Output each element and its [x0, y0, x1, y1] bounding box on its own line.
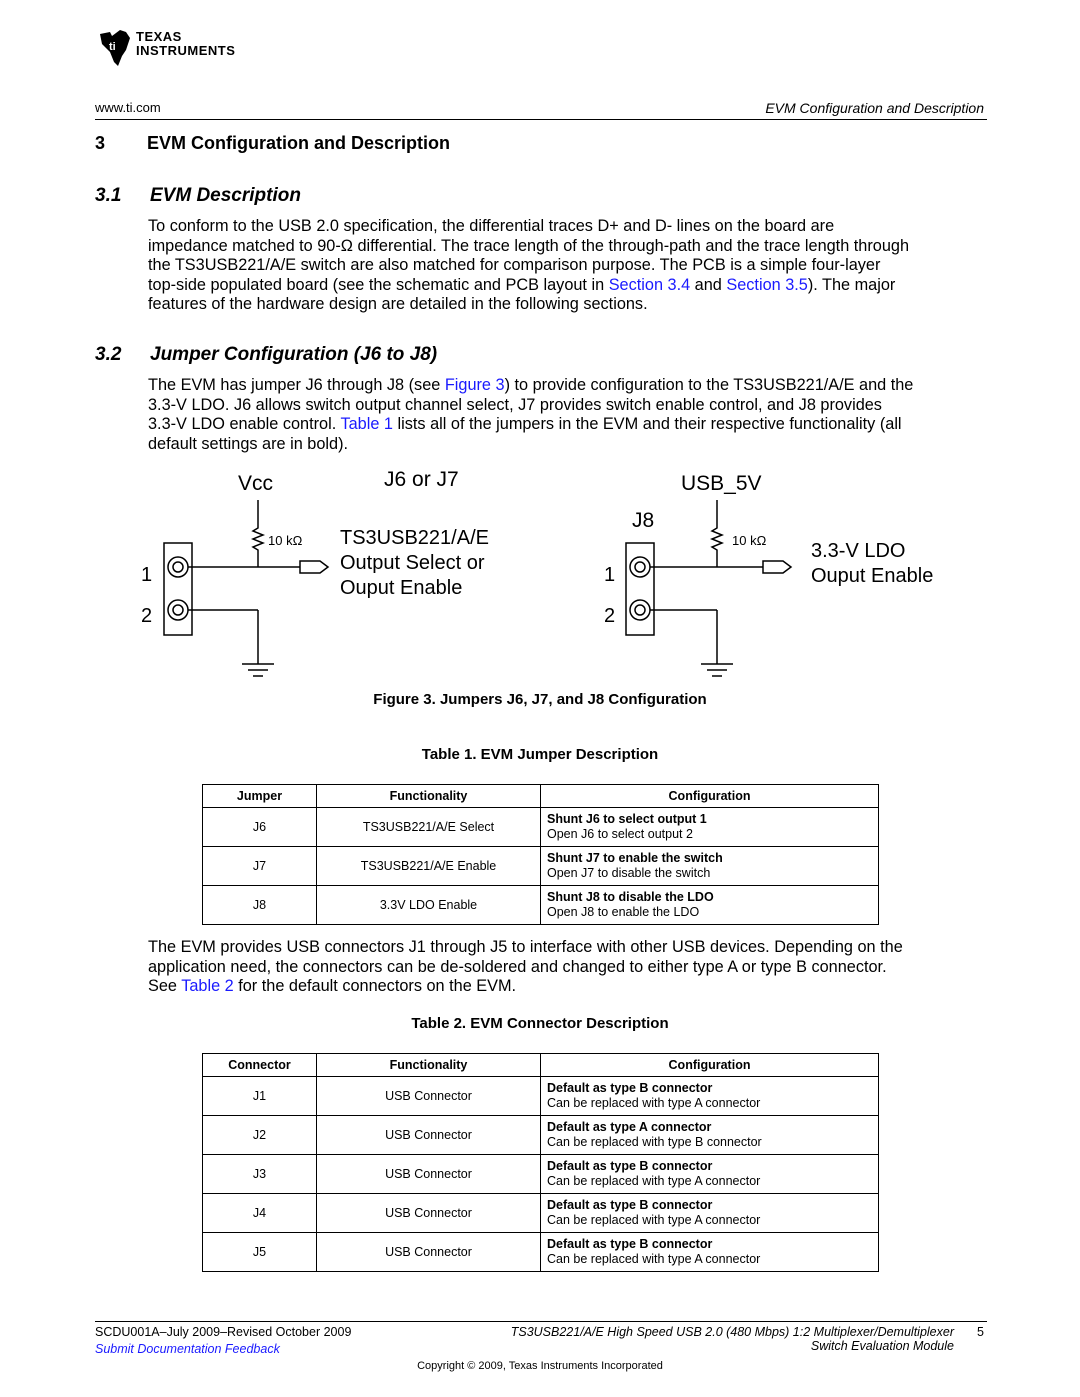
functionality-cell: TS3USB221/A/E Enable	[317, 847, 541, 886]
table-1-caption: Table 1. EVM Jumper Description	[421, 746, 659, 763]
configuration-cell: Shunt J6 to select output 1 Open J6 to select output 2	[541, 808, 879, 847]
configuration-cell: Shunt J8 to disable the LDO Open J8 to enable the LDO	[541, 886, 879, 925]
left-target-line2: Output Select or	[340, 552, 485, 574]
right-target-line1: 3.3-V LDO	[811, 540, 906, 562]
left-pin2-label: 2	[141, 605, 153, 627]
jumper-table	[202, 784, 879, 925]
copyright: Copyright © 2009, Texas Instruments Incorporated	[417, 1360, 663, 1372]
jumper-cell: J6	[203, 808, 317, 847]
left-target-line1: TS3USB221/A/E	[340, 527, 489, 549]
right-supply-label: USB_5V	[681, 472, 762, 495]
right-jumper-label: J8	[632, 509, 655, 532]
functionality-cell: USB Connector	[317, 1233, 541, 1272]
section-3-heading: 3 EVM Configuration and Description	[95, 133, 451, 153]
connector-cell: J3	[203, 1155, 317, 1194]
table-header-row	[203, 785, 879, 808]
link-section-3-4[interactable]: Section 3.4	[608, 275, 691, 294]
table-row	[203, 1194, 879, 1233]
doc-title: TS3USB221/A/E High Speed USB 2.0 (480 Mbps) 1:2 Multiplexer/Demultiplexer Switch Evaluation Module	[510, 1325, 954, 1353]
table-row	[203, 1155, 879, 1194]
figure-caption: Figure 3. Jumpers J6, J7, and J8 Configuration	[373, 691, 707, 708]
ti-logo-icon	[96, 26, 136, 68]
functionality-cell: USB Connector	[317, 1116, 541, 1155]
page-number: 5	[977, 1325, 984, 1339]
configuration-cell: Shunt J7 to enable the switch Open J7 to disable the switch	[541, 847, 879, 886]
section-3-1-heading: 3.1 EVM Description	[95, 185, 301, 206]
configuration-cell: Default as type A connector Can be replaced with type B connector	[541, 1116, 879, 1155]
table-row	[203, 808, 879, 847]
site-url[interactable]: www.ti.com	[95, 100, 161, 115]
jumper-cell: J8	[203, 886, 317, 925]
table-header-cell: Configuration	[541, 1054, 879, 1077]
table-header-cell: Configuration	[541, 785, 879, 808]
left-output-arrow	[300, 561, 328, 573]
functionality-cell: USB Connector	[317, 1155, 541, 1194]
left-resistor-label: 10 kΩ	[268, 533, 303, 548]
table-row	[203, 847, 879, 886]
right-output-arrow	[763, 561, 791, 573]
functionality-cell: USB Connector	[317, 1194, 541, 1233]
doc-id: SCDU001A–July 2009–Revised October 2009	[95, 1325, 352, 1339]
svg-text:ti: ti	[109, 41, 116, 53]
configuration-cell: Default as type B connector Can be replaced with type A connector	[541, 1233, 879, 1272]
feedback-link[interactable]: Submit Documentation Feedback	[95, 1342, 280, 1356]
ti-logo	[96, 26, 266, 68]
left-target-line3: Ouput Enable	[340, 577, 463, 599]
link-section-3-5[interactable]: Section 3.5	[726, 275, 808, 294]
table-row	[203, 886, 879, 925]
running-header: EVM Configuration and Description	[765, 100, 984, 116]
configuration-cell: Default as type B connector Can be replaced with type A connector	[541, 1194, 879, 1233]
jumper-cell: J7	[203, 847, 317, 886]
left-resistor	[253, 523, 263, 552]
jumper-schematic	[0, 460, 1080, 685]
configuration-cell: Default as type B connector Can be replaced with type A connector	[541, 1077, 879, 1116]
left-jumper-label: J6 or J7	[384, 468, 459, 491]
link-table-1[interactable]: Table 1	[340, 415, 393, 434]
functionality-cell: 3.3V LDO Enable	[317, 886, 541, 925]
left-pin1-label: 1	[141, 564, 153, 586]
right-resistor	[712, 523, 722, 552]
right-resistor-label: 10 kΩ	[732, 533, 767, 548]
connectors-paragraph: The EVM provides USB connectors J1 through J5 to interface with other USB devices. Depending on the application need, the connectors can be de-soldered and changed to either type A or type B connector. See Table 2 for the default connectors on the EVM.	[148, 938, 903, 996]
table-2-caption: Table 2. EVM Connector Description	[411, 1015, 669, 1032]
functionality-cell: TS3USB221/A/E Select	[317, 808, 541, 847]
section-3-2-paragraph: The EVM has jumper J6 through J8 (see Figure 3) to provide configuration to the TS3USB221/A/E and the 3.3-V LDO. J6 allows switch output channel select, J7 provides switch enable control, and J8 provides 3.3-V LDO enable control. Table 1 lists all of the jumpers in the EVM and their respective functionality (all default settings are in bold).	[148, 376, 914, 453]
connector-cell: J2	[203, 1116, 317, 1155]
functionality-cell: USB Connector	[317, 1077, 541, 1116]
table-header-cell: Jumper	[203, 785, 317, 808]
table-header-row	[203, 1054, 879, 1077]
configuration-cell: Default as type B connector Can be replaced with type A connector	[541, 1155, 879, 1194]
right-target-line2: Ouput Enable	[811, 565, 934, 587]
section-3-1-paragraph: To conform to the USB 2.0 specification, the differential traces D+ and D- lines on the board are impedance matched to 90-Ω differential. The trace length of the through-path and the trace length through the TS3USB221/A/E switch are also matched for comparison purpose. The PCB is a simple four-layer top-side populated board (see the schematic and PCB layout in Section 3.4 and Section 3.5). The major features of the hardware design are detailed in the following sections.	[148, 217, 910, 314]
table-row	[203, 1077, 879, 1116]
link-figure-3[interactable]: Figure 3	[444, 376, 505, 394]
table-row	[203, 1233, 879, 1272]
right-pin2-label: 2	[604, 605, 616, 627]
link-table-2[interactable]: Table 2	[181, 977, 234, 996]
header-rule	[95, 119, 987, 120]
table-header-cell: Functionality	[317, 785, 541, 808]
connector-cell: J4	[203, 1194, 317, 1233]
brand-name: TEXAS INSTRUMENTS	[136, 29, 236, 58]
section-3-2-heading: 3.2 Jumper Configuration (J6 to J8)	[95, 344, 438, 365]
footer-rule	[95, 1321, 987, 1322]
table-header-cell: Functionality	[317, 1054, 541, 1077]
right-pin1-label: 1	[604, 564, 616, 586]
connector-cell: J1	[203, 1077, 317, 1116]
left-supply-label: Vcc	[238, 472, 274, 495]
connector-table	[202, 1053, 879, 1272]
table-header-cell: Connector	[203, 1054, 317, 1077]
table-row	[203, 1116, 879, 1155]
connector-cell: J5	[203, 1233, 317, 1272]
